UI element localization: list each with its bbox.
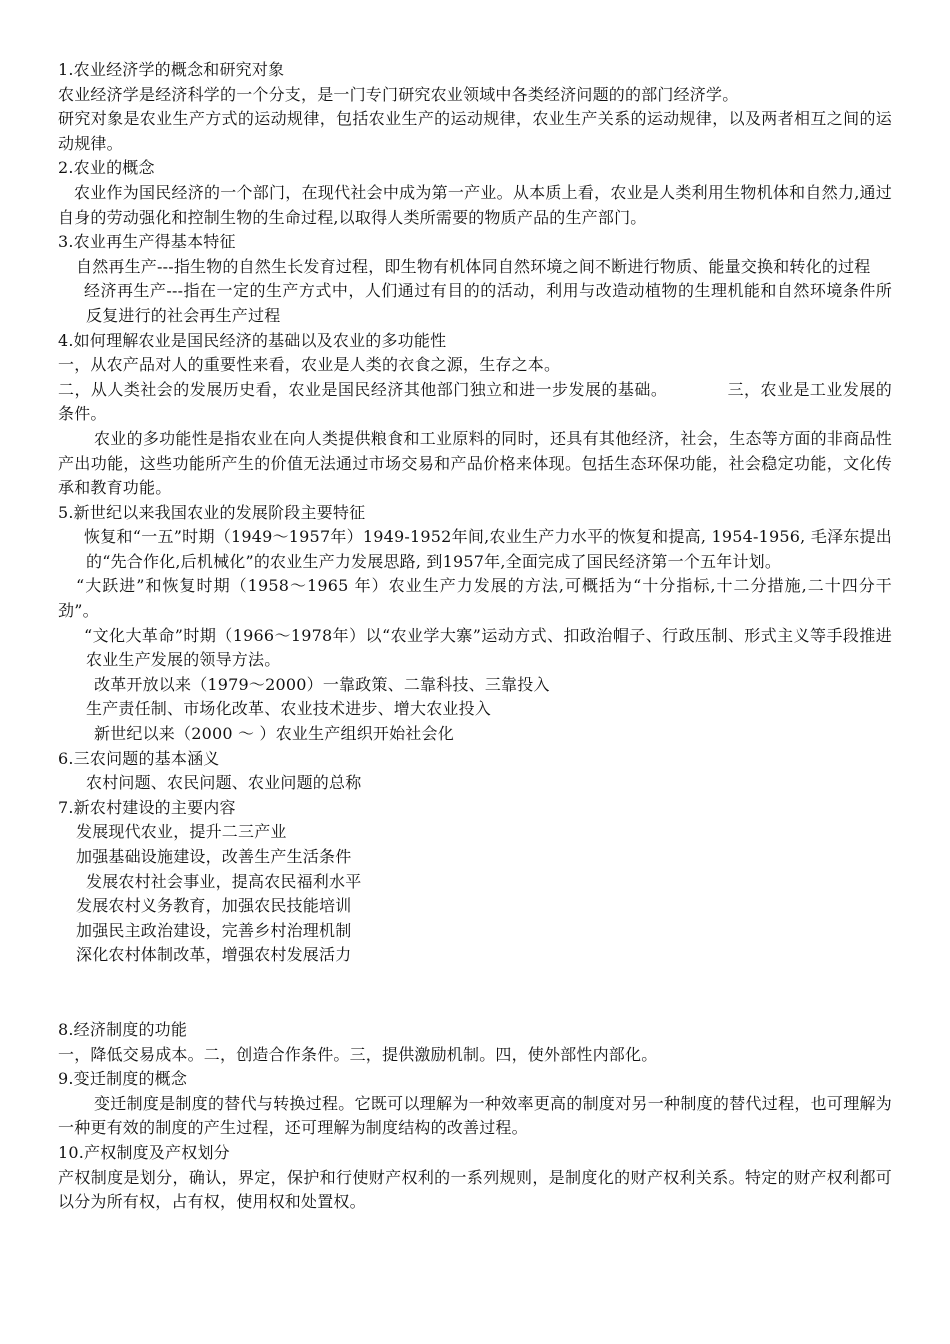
section-3-heading: 3.农业再生产得基本特征 xyxy=(58,232,236,252)
section-1-paragraph-1: 农业经济学是经济科学的一个分支，是一门专门研究农业领域中各类经济问题的的部门经济学。 xyxy=(58,84,739,104)
section-5-paragraph-2: “大跃进”和恢复时期（1958～1965 年）农业生产力发展的方法,可概括为“十分指标,十二分措施,二十四分干劲”。 xyxy=(58,576,892,621)
section-4-paragraph-3: 农业的多功能性是指农业在向人类提供粮食和工业原料的同时，还具有其他经济，社会，生态等方面的非商品性产出功能，这些功能所产生的价值无法通过市场交易和产品价格来体现。包括生态环保功能，社会稳定功能，文化传承和教育功能。 xyxy=(58,428,892,498)
section-3-paragraph-1: 自然再生产---指生物的自然生长发育过程，即生物有机体同自然环境之间不断进行物质、能量交换和转化的过程 xyxy=(76,256,871,276)
section-5-heading: 5.新世纪以来我国农业的发展阶段主要特征 xyxy=(58,502,366,522)
section-3-paragraph-2: 经济再生产---指在一定的生产方式中，人们通过有目的的活动，利用与改造动植物的生理机能和自然环境条件所反复进行的社会再生产过程 xyxy=(84,281,892,325)
section-1-paragraph-2: 研究对象是农业生产方式的运动规律，包括农业生产的运动规律，农业生产关系的运动规律，以及两者相互之间的运动规律。 xyxy=(58,109,892,153)
section-7-item: 发展现代农业，提升二三产业 xyxy=(76,822,287,842)
section-6-heading: 6.三农问题的基本涵义 xyxy=(58,748,220,768)
section-10-heading: 10.产权制度及产权划分 xyxy=(58,1142,230,1162)
section-6-paragraph-1: 农村问题、农民问题、农业问题的总称 xyxy=(86,773,362,793)
section-5-paragraph-3: “文化大革命”时期（1966～1978年）以“农业学大寨”运动方式、扣政治帽子、行政压制、形式主义等手段推进农业生产发展的领导方法。 xyxy=(84,625,892,670)
document-page xyxy=(58,58,892,1215)
section-5-paragraph-1: 恢复和“一五”时期（1949～1957年）1949-1952年间,农业生产力水平的恢复和提高, 1954-1956, 毛泽东提出的“先合作化,后机械化”的农业生产力发展思路, 到1957年,全面完成了国民经济第一个五年计划。 xyxy=(84,527,892,571)
section-5-paragraph-5: 生产责任制、市场化改革、农业技术进步、增大农业投入 xyxy=(86,699,492,719)
section-7-item: 深化农村体制改革，增强农村发展活力 xyxy=(76,945,352,965)
section-4-paragraph-1: 一，从农产品对人的重要性来看，农业是人类的衣食之源，生存之本。 xyxy=(58,355,561,375)
section-4-paragraph-2-part-a: 二，从人类社会的发展历史看，农业是国民经济其他部门独立和进一步发展的基础。 xyxy=(58,379,668,399)
section-5-paragraph-4: 改革开放以来（1979～2000）一靠政策、二靠科技、三靠投入 xyxy=(94,674,550,694)
section-10-paragraph-1: 产权制度是划分，确认，界定，保护和行使财产权利的一系列规则，是制度化的财产权利关系。特定的财产权利都可以分为所有权，占有权，使用权和处置权。 xyxy=(58,1167,892,1212)
section-8-heading: 8.经济制度的功能 xyxy=(58,1019,188,1039)
section-1-heading: 1.农业经济学的概念和研究对象 xyxy=(58,60,285,79)
section-4-paragraph-2-part-b: 三，农业是工业发展的条件。 xyxy=(58,379,892,424)
section-4-paragraph-2 xyxy=(58,378,892,427)
section-7-heading: 7.新农村建设的主要内容 xyxy=(58,797,236,817)
section-5-paragraph-6: 新世纪以来（2000 ～ ）农业生产组织开始社会化 xyxy=(94,724,454,744)
section-7-item: 发展农村义务教育，加强农民技能培训 xyxy=(76,896,352,916)
section-9-paragraph-1: 变迁制度是制度的替代与转换过程。它既可以理解为一种效率更高的制度对另一种制度的替代过程，也可理解为一种更有效的制度的产生过程，还可理解为制度结构的改善过程。 xyxy=(58,1093,892,1138)
section-8-paragraph-1: 一，降低交易成本。二，创造合作条件。三，提供激励机制。四，使外部性内部化。 xyxy=(58,1044,658,1064)
section-2-heading: 2.农业的概念 xyxy=(58,158,155,178)
section-9-heading: 9.变迁制度的概念 xyxy=(58,1069,188,1089)
section-4-heading: 4.如何理解农业是国民经济的基础以及农业的多功能性 xyxy=(58,330,447,350)
section-7-item: 加强基础设施建设，改善生产生活条件 xyxy=(76,847,352,866)
section-7-item: 发展农村社会事业，提高农民福利水平 xyxy=(86,871,362,891)
section-7-item: 加强民主政治建设，完善乡村治理机制 xyxy=(76,920,352,940)
section-2-paragraph-1: 农业作为国民经济的一个部门，在现代社会中成为第一产业。从本质上看，农业是人类利用生物机体和自然力,通过自身的劳动强化和控制生物的生命过程,以取得人类所需要的物质产品的生产部门。 xyxy=(58,182,892,227)
blank-spacer xyxy=(58,968,892,1018)
